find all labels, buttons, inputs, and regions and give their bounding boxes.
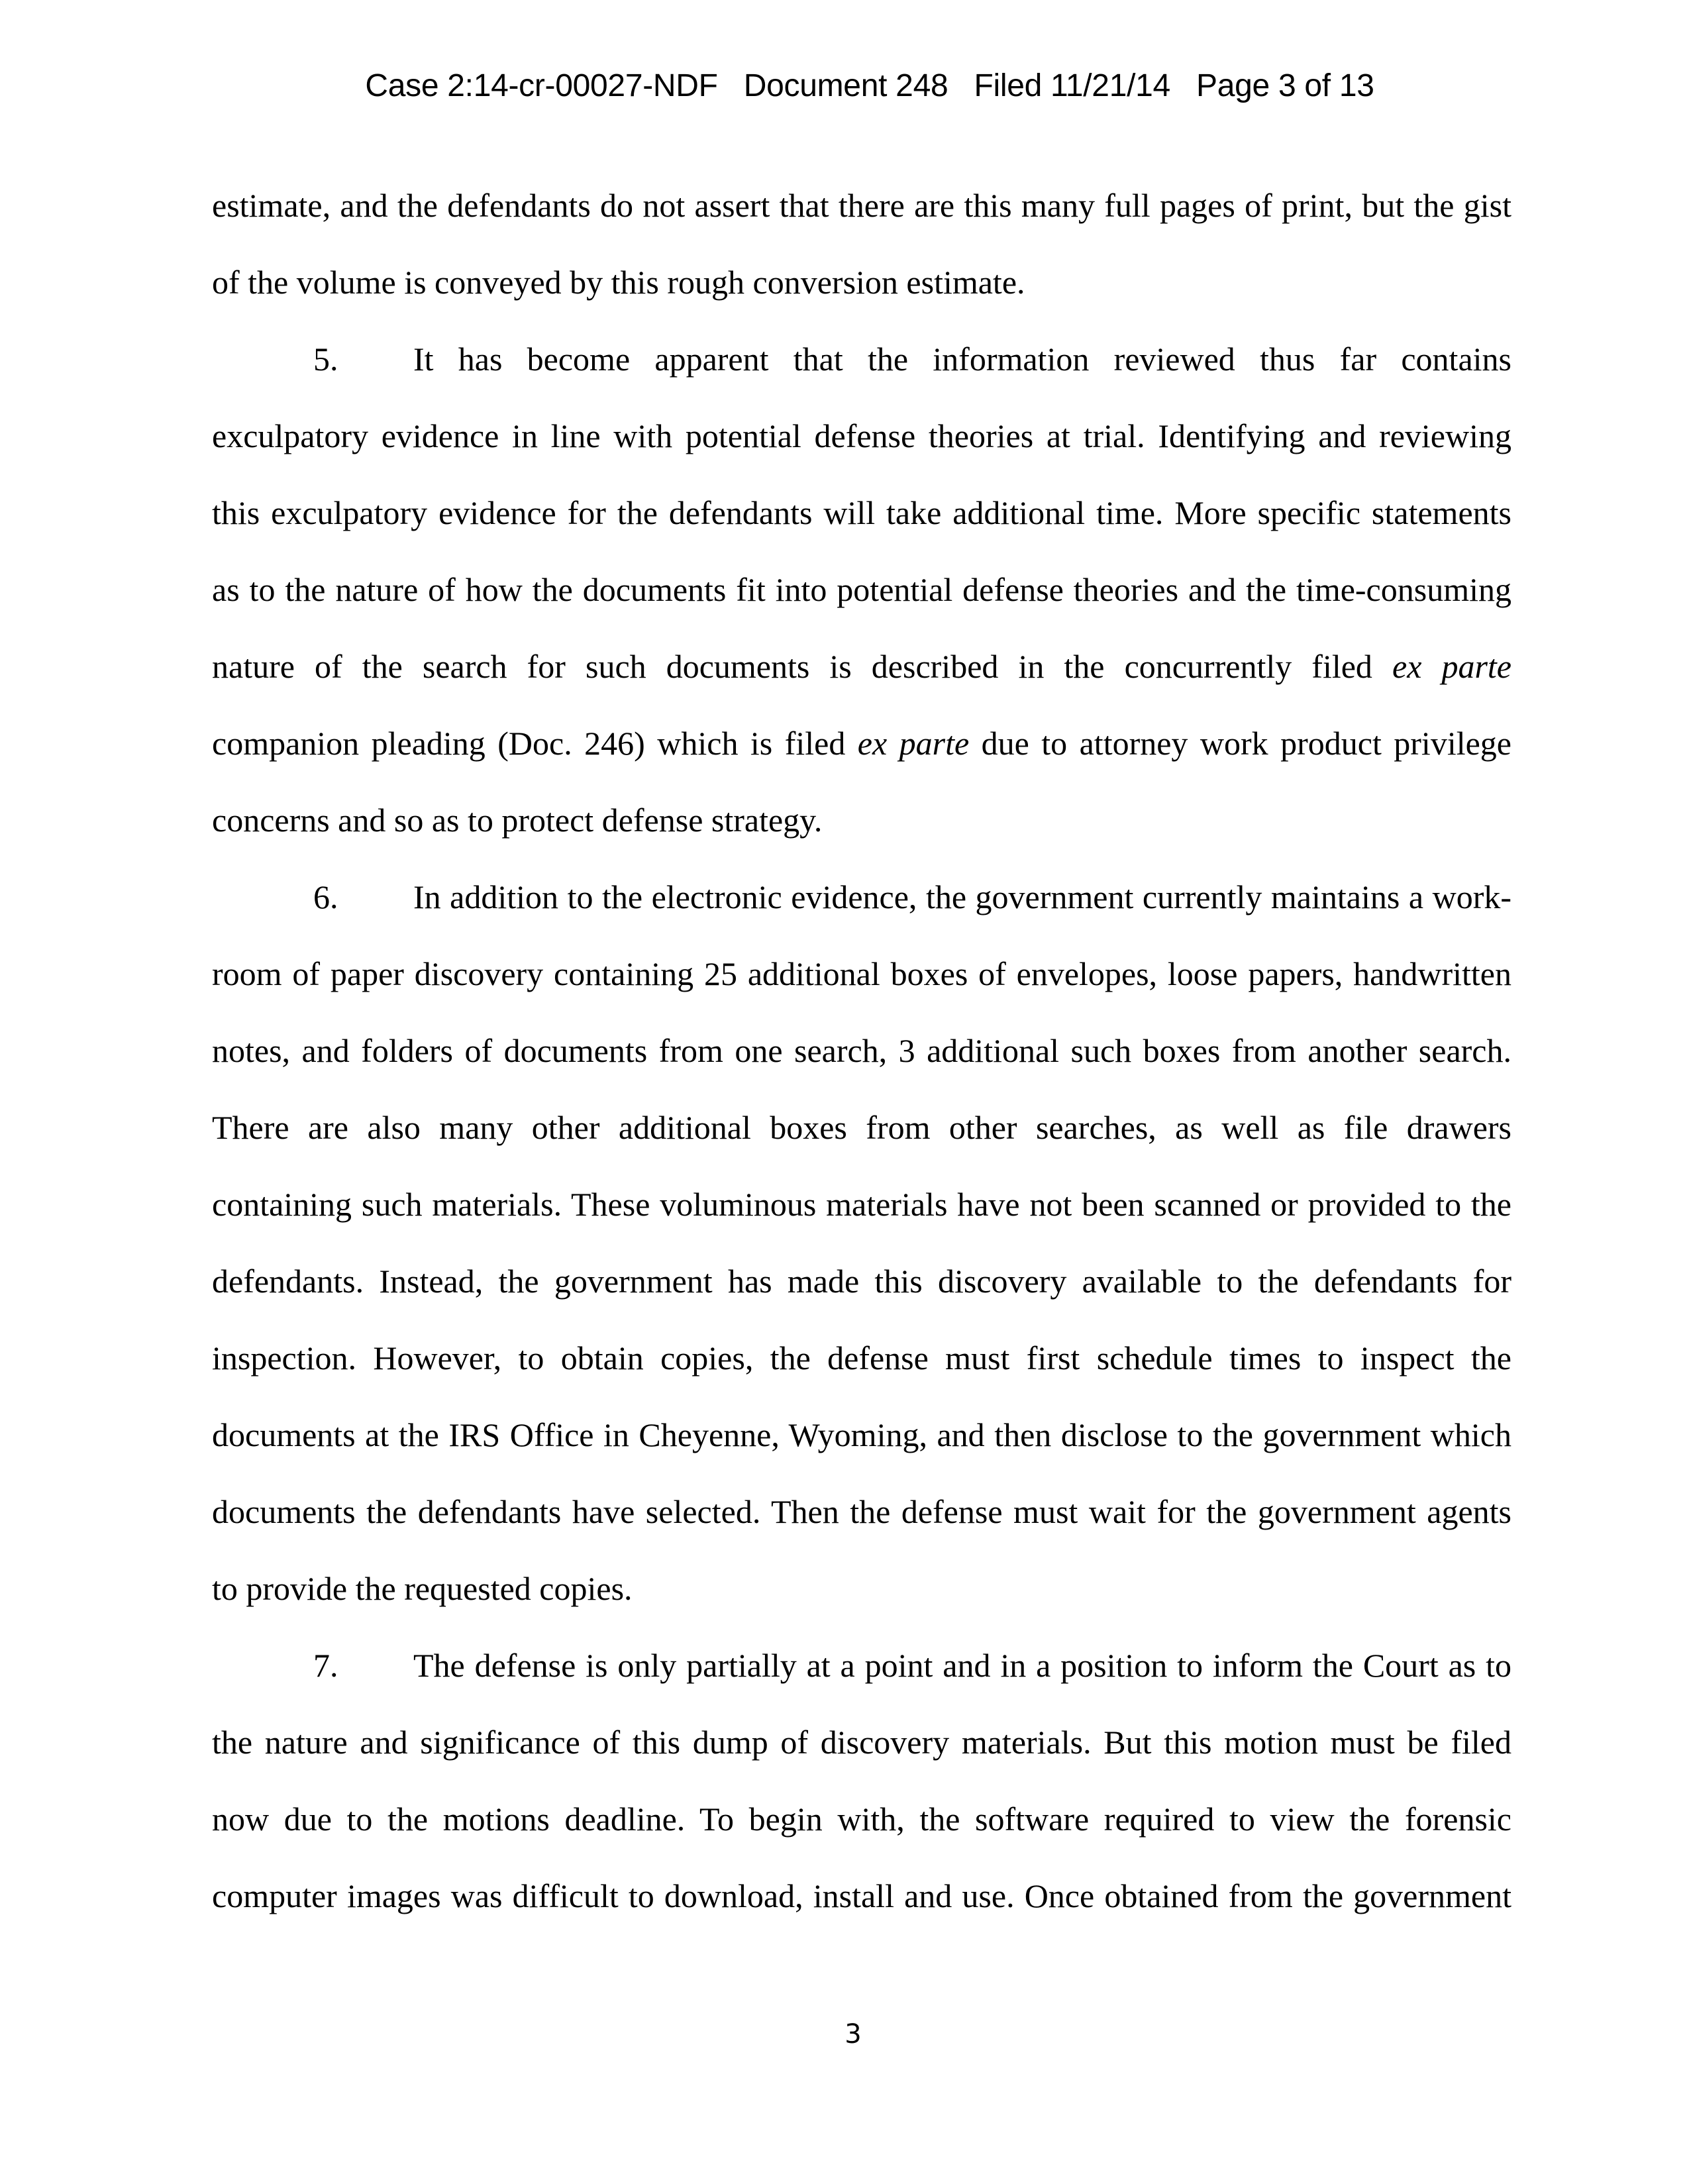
paragraph-number: 7. xyxy=(313,1647,338,1684)
paragraph-6-first-line xyxy=(212,877,1511,954)
header-document-number: Document 248 xyxy=(743,68,948,103)
header-case-number: Case 2:14-cr-00027-NDF xyxy=(365,68,718,103)
paragraph-5-first-line xyxy=(212,339,1511,416)
text-line: computer images was difficult to download, install and use. Once obtained from the government xyxy=(212,1877,1511,1914)
text-line: inspection. However, to obtain copies, the defense must first schedule times to inspect the xyxy=(212,1339,1511,1377)
text-line: to provide the requested copies. xyxy=(212,1570,633,1607)
text-line: It has become apparent that the information reviewed thus far contains xyxy=(413,340,1511,378)
text-line: In addition to the electronic evidence, the government currently maintains a work- xyxy=(413,878,1511,915)
text-run: due to attorney work product privilege xyxy=(981,725,1511,762)
text-line: concerns and so as to protect defense strategy. xyxy=(212,802,823,839)
paragraph-number: 5. xyxy=(313,340,338,378)
text-line: documents at the IRS Office in Cheyenne, Wyoming, and then disclose to the government which xyxy=(212,1416,1511,1453)
text-line: documents the defendants have selected. Then the defense must wait for the government agents xyxy=(212,1493,1511,1530)
text-line: now due to the motions deadline. To begin with, the software required to view the forensic xyxy=(212,1800,1511,1838)
italic-term-ex-parte: ex parte xyxy=(1392,648,1511,685)
page-header xyxy=(0,26,1689,106)
text-run: companion pleading (Doc. 246) which is filed xyxy=(212,725,846,762)
header-filed-date: Filed 11/21/14 xyxy=(974,68,1170,103)
text-line: defendants. Instead, the government has made this discovery available to the defendants for xyxy=(212,1263,1511,1300)
text-line: room of paper discovery containing 25 additional boxes of envelopes, loose papers, handwritten xyxy=(212,955,1511,992)
text-line xyxy=(212,723,1511,800)
paragraph-7-first-line xyxy=(212,1645,1511,1722)
italic-term-ex-parte: ex parte xyxy=(857,725,970,762)
header-spacer xyxy=(1170,68,1196,103)
text-line: this exculpatory evidence for the defendants will take additional time. More specific statements xyxy=(212,494,1511,531)
text-line: estimate, and the defendants do not assert that there are this many full pages of print, but the gist xyxy=(212,187,1511,224)
text-line: of the volume is conveyed by this rough conversion estimate. xyxy=(212,264,1025,301)
header-spacer xyxy=(718,68,744,103)
page-number: 3 xyxy=(844,2019,862,2050)
header-page-of: Page 3 of 13 xyxy=(1196,68,1374,103)
text-line: exculpatory evidence in line with potential defense theories at trial. Identifying and reviewing xyxy=(212,417,1511,454)
header-spacer xyxy=(948,68,974,103)
text-line: There are also many other additional boxes from other searches, as well as file drawers xyxy=(212,1109,1511,1146)
text-line xyxy=(212,647,1511,723)
text-line: notes, and folders of documents from one search, 3 additional such boxes from another search. xyxy=(212,1032,1511,1069)
text-line: The defense is only partially at a point and in a position to inform the Court as to xyxy=(413,1647,1511,1684)
text-line: as to the nature of how the documents fit into potential defense theories and the time-consuming xyxy=(212,571,1511,608)
document-body xyxy=(212,185,1511,1953)
paragraph-number: 6. xyxy=(313,878,338,915)
text-line: the nature and significance of this dump of discovery materials. But this motion must be filed xyxy=(212,1724,1511,1761)
text-run: nature of the search for such documents is described in the concurrently filed xyxy=(212,648,1372,685)
text-line: containing such materials. These voluminous materials have not been scanned or provided to the xyxy=(212,1186,1511,1223)
